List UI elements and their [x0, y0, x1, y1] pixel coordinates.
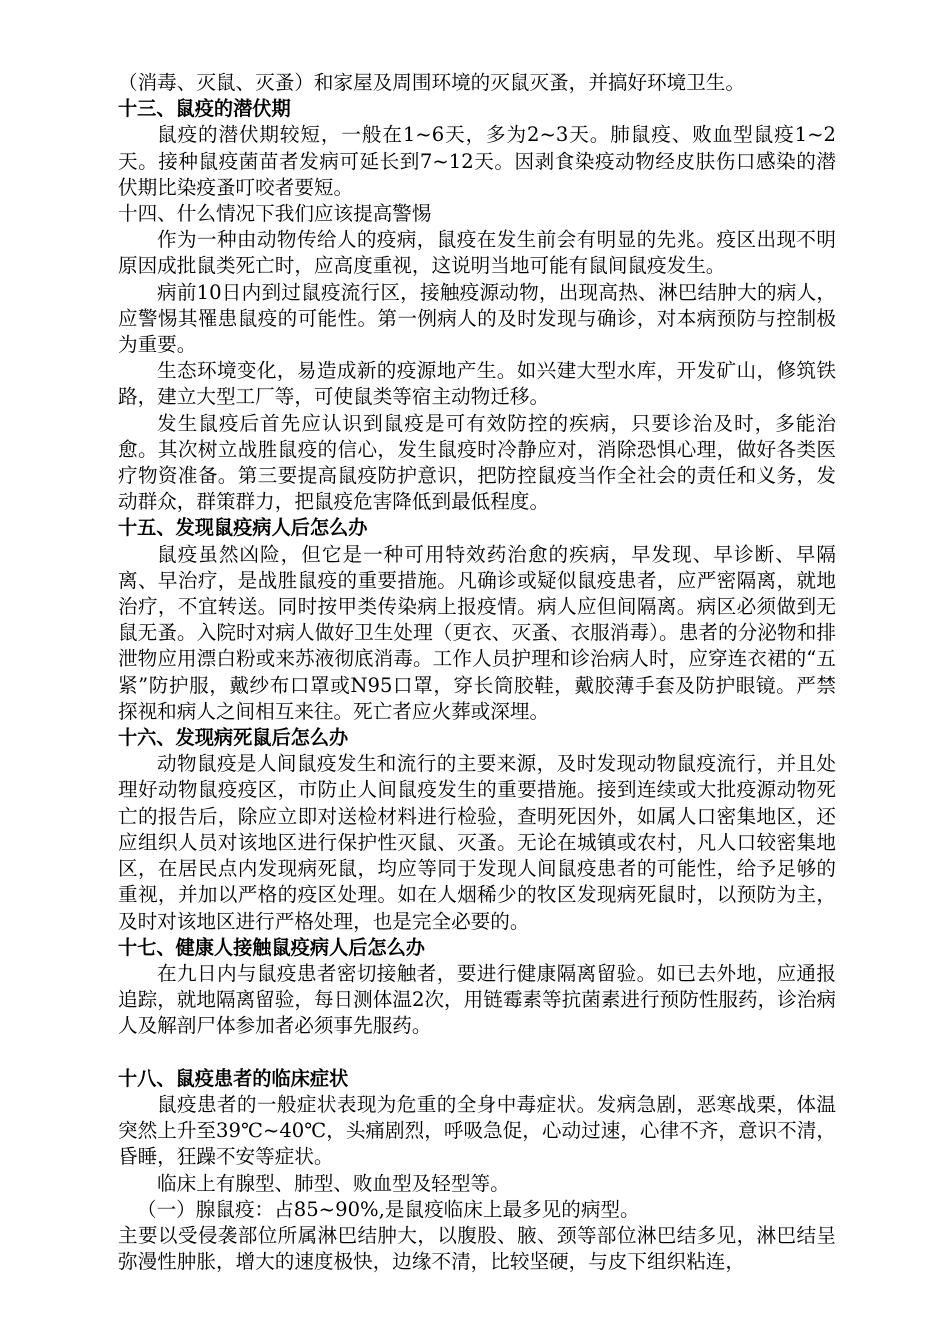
paragraph-response-attitude: 发生鼠疫后首先应认识到鼠疫是可有效防控的疾病，只要诊治及时，多能治愈。其次树立战胜鼠疫的信心，发生鼠疫时冷静应对，消除恐惧心理，做好各类医疗物资准备。第三要提高鼠疫防护意识，把防控鼠疫当作全社会的责任和义务，发动群众，群策群力，把鼠疫危害降低到最低程度。 — [118, 411, 836, 514]
paragraph-symptoms: 鼠疫患者的一般症状表现为危重的全身中毒症状。发病急剧，恶寒战栗，体温突然上升至39℃~40℃，头痛剧烈，呼吸急促，心动过速，心律不齐，意识不清，昏睡，狂躁不安等症状。 — [118, 1092, 836, 1169]
heading-section-16: 十六、发现病死鼠后怎么办 — [118, 726, 349, 750]
heading-section-15: 十五、发现鼠疫病人后怎么办 — [118, 516, 368, 540]
paragraph-incubation: 鼠疫的潜伏期较短，一般在1~6天，多为2~3天。肺鼠疫、败血型鼠疫1~2天。接种鼠疫菌苗者发病可延长到7~12天。因剥食染疫动物经皮肤伤口感染的潜伏期比染疫蚤叮咬者要短。 — [118, 123, 836, 199]
blank-line — [118, 1040, 836, 1066]
paragraph-environment-change: 生态环境变化，易造成新的疫源地产生。如兴建大型水库，开发矿山，修筑铁路，建立大型工厂等，可使鼠类等宿主动物迁移。 — [118, 359, 836, 409]
paragraph-clinical-types: 临床上有腺型、肺型、败血型及轻型等。 — [157, 1171, 510, 1195]
paragraph-patient-handling: 鼠疫虽然凶险，但它是一种可用特效药治愈的疾病，早发现、早诊断、早隔离、早治疗，是战胜鼠疫的重要措施。凡确诊或疑似鼠疫患者，应严密隔离，就地治疗，不宜转送。同时按甲类传染病上报疫情。病人应但间隔离。病区必须做到无鼠无蚤。入院时对病人做好卫生处理（更衣、灭蚤、衣服消毒）。患者的分泌物和排泄物应用漂白粉或来苏液彻底消毒。工作人员护理和诊治病人时，应穿连衣裙的“五紧”防护服，戴纱布口罩或N95口罩，穿长筒胶鞋，戴胶薄手套及防护眼镜。严禁探视和病人之间相互来往。死亡者应火葬或深埋。 — [118, 542, 836, 723]
paragraph-bubonic-description: 主要以受侵袭部位所属淋巴结肿大，以腹股、腋、颈等部位淋巴结多见，淋巴结呈弥漫性肿胀，增大的速度极快，边缘不清，比较坚硬，与皮下组织粘连， — [118, 1223, 836, 1274]
document-page — [118, 70, 836, 1275]
paragraph-exposure-history: 病前10日内到过鼠疫流行区，接触疫源动物，出现高热、淋巴结肿大的病人，应警惕其罹患鼠疫的可能性。第一例病人的及时发现与确诊，对本病预防与控制极为重要。 — [118, 280, 836, 357]
heading-section-13: 十三、鼠疫的潜伏期 — [118, 97, 291, 121]
paragraph-warning-signs: 作为一种由动物传给人的疫病，鼠疫在发生前会有明显的先兆。疫区出现不明原因成批鼠类死亡时，应高度重视，这说明当地可能有鼠间鼠疫发生。 — [118, 228, 836, 278]
paragraph-bubonic-type: （一）腺鼠疫：占85~90%,是鼠疫临床上最多见的病型。 — [137, 1197, 640, 1221]
heading-section-17: 十七、健康人接触鼠疫病人后怎么办 — [118, 935, 425, 959]
paragraph-continuation: （消毒、灭鼠、灭蚤）和家屋及周围环境的灭鼠灭蚤，并搞好环境卫生。 — [118, 71, 745, 94]
paragraph-dead-rodents: 动物鼠疫是人间鼠疫发生和流行的主要来源，及时发现动物鼠疫流行，并且处理好动物鼠疫疫区，市防止人间鼠疫发生的重要措施。接到连续或大批疫源动物死亡的报告后，除应立即对送检材料进行检验，查明死因外，如属人口密集地区，还应组织人员对该地区进行保护性灭鼠、灭蚤。无论在城镇或农村，凡人口较密集地区，在居民点内发现病死鼠，均应等同于发现人间鼠疫患者的可能性，给予足够的重视，并加以严格的疫区处理。如在人烟稀少的牧区发现病死鼠时，以预防为主，及时对该地区进行严格处理，也是完全必要的。 — [118, 752, 836, 933]
heading-section-14: 十四、什么情况下我们应该提高警惕 — [118, 202, 432, 226]
paragraph-contacts: 在九日内与鼠疫患者密切接触者，要进行健康隔离留验。如已去外地，应通报追踪，就地隔离留验，每日测体温2次，用链霉素等抗菌素进行预防性服药，诊治病人及解剖尸体参加者必须事先服药。 — [118, 961, 836, 1038]
heading-section-18: 十八、鼠疫患者的临床症状 — [118, 1066, 349, 1090]
